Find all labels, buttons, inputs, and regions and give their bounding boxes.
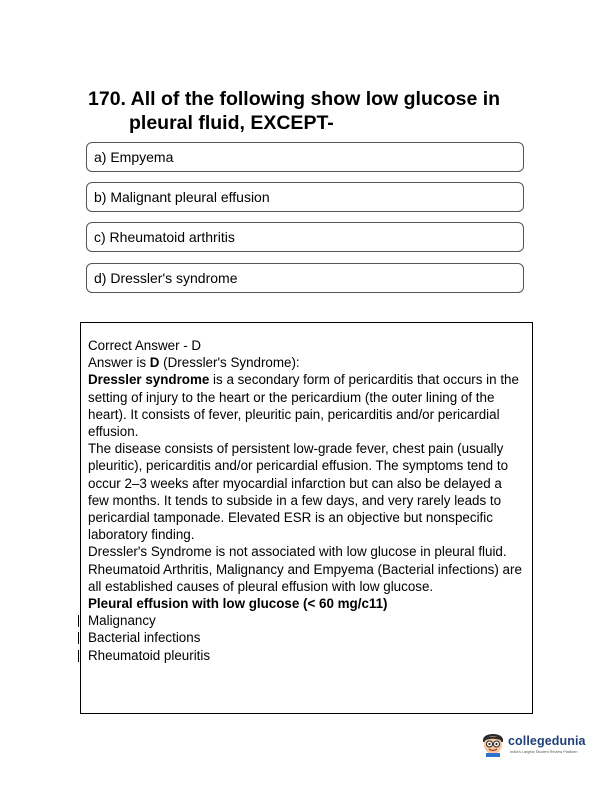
list-item-text: Bacterial infections xyxy=(88,630,201,646)
bullet-mark xyxy=(78,615,79,627)
list-heading-text: Pleural effusion with low glucose (< 60 mg/c11) xyxy=(88,596,388,612)
list-item-text: Malignancy xyxy=(88,613,156,629)
collegedunia-logo xyxy=(480,727,596,763)
option-c[interactable]: c) Rheumatoid arthritis xyxy=(86,222,524,252)
mascot-icon xyxy=(480,729,506,757)
answer-box xyxy=(80,322,533,714)
bullet-mark xyxy=(78,650,79,662)
question xyxy=(88,87,528,135)
list-item xyxy=(88,647,526,664)
bullet-mark xyxy=(78,632,79,644)
explanation-paragraph-1 xyxy=(88,371,526,440)
answer-suffix: (Dressler's Syndrome): xyxy=(159,355,300,371)
answer-prefix: Answer is xyxy=(88,355,150,371)
list-item-text: Rheumatoid pleuritis xyxy=(88,647,211,663)
answer-letter: D xyxy=(149,355,160,371)
answer-line xyxy=(88,354,526,371)
explanation-paragraph-4: Rheumatoid Arthritis, Malignancy and Empyema (Bacterial infections) are all established causes of pleural effusion with low glucose. xyxy=(88,561,522,594)
explanation-paragraph-2: The disease consists of persistent low-grade fever, chest pain (usually pleuritic), pericarditis and/or pericardial effusion. The symptoms tend to occur 2–3 weeks after myocardial infarction but can also be delayed a few months. It tends to subside in a few days, and very rarely leads to pericardial tamponade. Elevated ESR is an objective but nonspecific laboratory finding. xyxy=(88,441,509,543)
option-b[interactable]: b) Malignant pleural effusion xyxy=(86,182,524,212)
list-heading xyxy=(88,595,526,612)
list-item xyxy=(88,629,526,646)
option-a[interactable]: a) Empyema xyxy=(86,142,524,172)
explanation-paragraph-3: Dressler's Syndrome is not associated with low glucose in pleural fluid. xyxy=(88,544,507,560)
list-item xyxy=(88,612,526,629)
logo-name: collegedunia xyxy=(508,734,586,748)
paragraph-1-text: is a secondary form of pericarditis that occurs in the setting of injury to the heart or the pericardium (the outer lining of the heart). It consists of fever, pleuritic pain, pericarditis and/or pericardial effusion. xyxy=(88,372,519,440)
logo-tagline: India's Largest Student Review Platform xyxy=(510,750,578,754)
question-text-line2: pleural fluid, EXCEPT- xyxy=(129,112,334,134)
question-number: 170. xyxy=(88,88,126,110)
term-bold: Dressler syndrome xyxy=(88,372,210,388)
correct-answer: Correct Answer - D xyxy=(88,338,202,353)
option-d[interactable]: d) Dressler's syndrome xyxy=(86,263,524,293)
question-text-line1: All of the following show low glucose in xyxy=(130,88,501,110)
